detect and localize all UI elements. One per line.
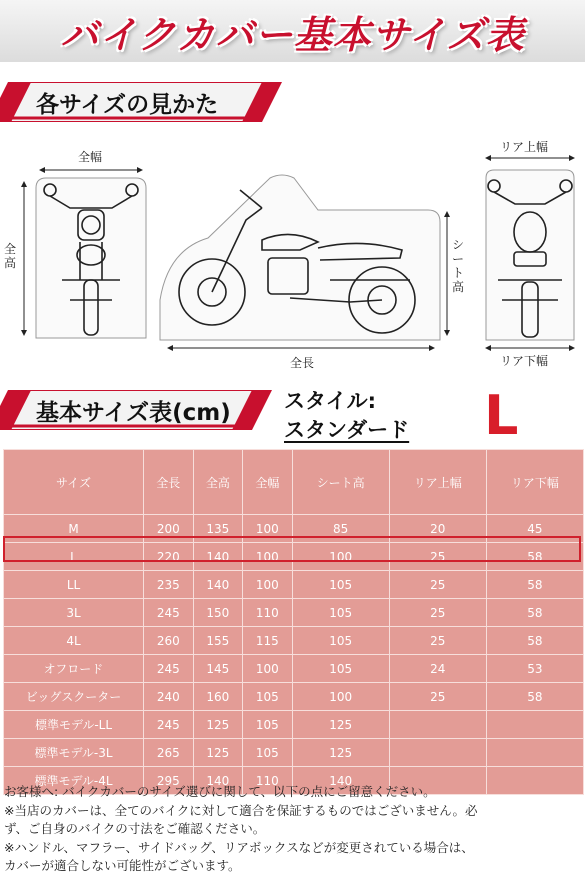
- note-line: ※ハンドル、マフラー、サイドバッグ、リアボックスなどが変更されている場合は、: [4, 839, 474, 855]
- table-cell: 240: [144, 683, 194, 711]
- column-header: 全高: [193, 450, 243, 515]
- table-cell: 260: [144, 627, 194, 655]
- section-header-size-table: [0, 390, 280, 430]
- table-cell: 140: [193, 571, 243, 599]
- table-cell: 105: [243, 711, 293, 739]
- table-cell: 295: [144, 767, 194, 795]
- label-full-height: 全高: [4, 242, 17, 270]
- table-cell: 25: [389, 683, 486, 711]
- table-cell: 125: [292, 739, 389, 767]
- table-cell: 100: [243, 655, 293, 683]
- table-cell: 245: [144, 655, 194, 683]
- table-cell: 100: [292, 543, 389, 571]
- table-cell: 53: [486, 655, 583, 683]
- table-cell: 25: [389, 599, 486, 627]
- table-cell: 標準モデル-4L: [4, 767, 144, 795]
- table-cell: [389, 711, 486, 739]
- table-cell: 140: [292, 767, 389, 795]
- page-title: バイクカバー基本サイズ表: [60, 13, 525, 57]
- column-header: シート高: [292, 450, 389, 515]
- table-cell: 105: [292, 599, 389, 627]
- size-table: [3, 449, 584, 795]
- table-cell: 110: [243, 599, 293, 627]
- title-banner: [0, 0, 585, 62]
- table-cell: 105: [243, 739, 293, 767]
- table-cell: 200: [144, 515, 194, 543]
- table-cell: 145: [193, 655, 243, 683]
- label-full-width: 全幅: [78, 150, 103, 164]
- table-cell: 24: [389, 655, 486, 683]
- table-cell: 245: [144, 599, 194, 627]
- table-cell: LL: [4, 571, 144, 599]
- table-cell: 105: [292, 655, 389, 683]
- table-cell: 20: [389, 515, 486, 543]
- table-row: [4, 599, 584, 627]
- table-cell: 110: [243, 767, 293, 795]
- table-cell: 105: [243, 683, 293, 711]
- table-cell: 25: [389, 543, 486, 571]
- table-cell: 4L: [4, 627, 144, 655]
- table-cell: 135: [193, 515, 243, 543]
- table-cell: 標準モデル-3L: [4, 739, 144, 767]
- table-cell: 220: [144, 543, 194, 571]
- label-full-length: 全長: [290, 356, 315, 370]
- highlight-box: [3, 536, 581, 562]
- column-header: 全長: [144, 450, 194, 515]
- table-cell: 25: [389, 627, 486, 655]
- table-cell: 155: [193, 627, 243, 655]
- table-cell: 58: [486, 683, 583, 711]
- table-cell: 150: [193, 599, 243, 627]
- table-row: [4, 711, 584, 739]
- dimension-diagram: [0, 130, 585, 380]
- table-cell: 160: [193, 683, 243, 711]
- table-cell: [486, 739, 583, 767]
- section-header-size-guide: [0, 82, 290, 122]
- table-cell: オフロード: [4, 655, 144, 683]
- table-cell: 58: [486, 543, 583, 571]
- table-cell: 標準モデル-LL: [4, 711, 144, 739]
- table-header-row: [4, 450, 584, 515]
- note-line: お客様へ: バイクカバーのサイズ選びに関して、以下の点にご留意ください。: [4, 784, 436, 799]
- table-cell: 58: [486, 627, 583, 655]
- column-header: リア下幅: [486, 450, 583, 515]
- note-line: ※当店のカバーは、全てのバイクに対して適合を保証するものではございません。必: [4, 802, 478, 818]
- selected-size: L: [484, 384, 519, 447]
- section-heading: 基本サイズ表(cm): [36, 400, 231, 426]
- table-cell: M: [4, 515, 144, 543]
- table-cell: 140: [193, 543, 243, 571]
- table-cell: 245: [144, 711, 194, 739]
- notes: [4, 783, 582, 876]
- note-line: ず、ご自身のバイクの寸法をご確認ください。: [4, 821, 266, 837]
- table-cell: [389, 739, 486, 767]
- table-cell: 58: [486, 571, 583, 599]
- note-line: カバーが適合しない可能性がございます。: [4, 858, 241, 874]
- table-cell: 100: [243, 515, 293, 543]
- table-row: [4, 655, 584, 683]
- section-heading: 各サイズの見かた: [36, 92, 219, 118]
- table-cell: L: [4, 543, 144, 571]
- table-cell: 235: [144, 571, 194, 599]
- table-cell: [486, 711, 583, 739]
- column-header: サイズ: [4, 450, 144, 515]
- motorcycle-diagram: [0, 130, 585, 380]
- table-cell: 58: [486, 599, 583, 627]
- style-value: スタンダード: [284, 418, 410, 442]
- table-cell: ビッグスクーター: [4, 683, 144, 711]
- table-cell: 100: [243, 543, 293, 571]
- table-cell: 265: [144, 739, 194, 767]
- table-cell: 115: [243, 627, 293, 655]
- label-seat-height: シート高: [452, 238, 465, 294]
- table-cell: 85: [292, 515, 389, 543]
- style-label: スタイル:: [284, 389, 376, 413]
- table-row: [4, 627, 584, 655]
- table-cell: 100: [292, 683, 389, 711]
- table-row: [4, 571, 584, 599]
- table-cell: 125: [292, 711, 389, 739]
- table-row: [4, 683, 584, 711]
- table-cell: 3L: [4, 599, 144, 627]
- table-row: [4, 739, 584, 767]
- label-rear-top-width: リア上幅: [500, 140, 549, 154]
- table-cell: 140: [193, 767, 243, 795]
- table-cell: 125: [193, 739, 243, 767]
- label-rear-bottom-width: リア下幅: [500, 354, 549, 368]
- table-cell: 105: [292, 627, 389, 655]
- table-cell: 105: [292, 571, 389, 599]
- column-header: リア上幅: [389, 450, 486, 515]
- table-cell: 25: [389, 571, 486, 599]
- table-cell: 45: [486, 515, 583, 543]
- table-cell: 100: [243, 571, 293, 599]
- table-cell: 125: [193, 711, 243, 739]
- column-header: 全幅: [243, 450, 293, 515]
